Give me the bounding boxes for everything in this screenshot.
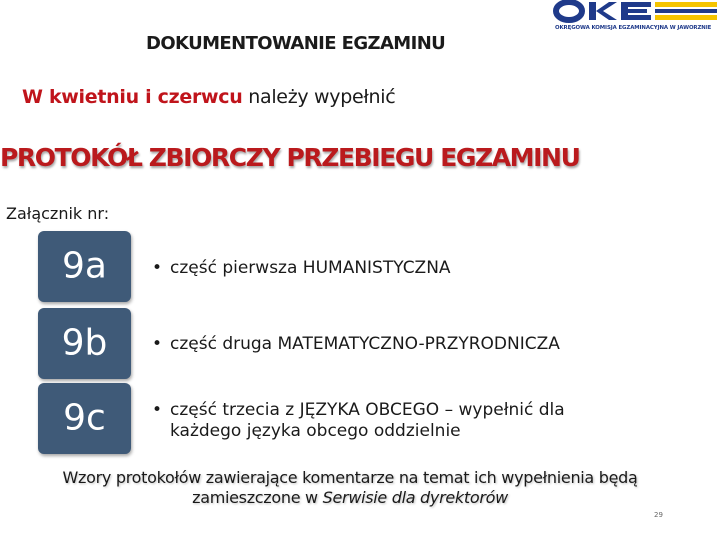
page-number: 29 xyxy=(654,511,663,519)
footer-note xyxy=(30,468,670,508)
footer-line-2-prefix: zamieszczone w xyxy=(192,488,323,507)
bullet-dot: • xyxy=(152,400,163,420)
page-header-title: DOKUMENTOWANIE EGZAMINU xyxy=(146,33,446,54)
attachment-code: 9c xyxy=(63,397,106,439)
attachment-label: Załącznik nr: xyxy=(6,204,110,223)
list-item-text: część pierwsza HUMANISTYCZNA xyxy=(170,258,451,278)
attachment-tile-9c xyxy=(38,383,131,454)
footer-line-1: Wzory protokołów zawierające komentarze na temat ich wypełnienia będą xyxy=(62,468,638,487)
attachment-code: 9b xyxy=(61,322,108,364)
intro-highlight: W kwietniu i czerwcu xyxy=(22,86,243,108)
bullet-dot: • xyxy=(152,334,163,354)
intro-text xyxy=(22,86,395,108)
list-item-text: część druga MATEMATYCZNO-PRZYRODNICZA xyxy=(170,334,560,354)
footer-line-2 xyxy=(30,488,670,508)
logo-caption: OKRĘGOWA KOMISJA EGZAMINACYJNA W JAWORZNIE xyxy=(555,25,712,31)
attachment-code: 9a xyxy=(62,245,107,287)
intro-rest: należy wypełnić xyxy=(248,86,396,108)
footer-line-2-italic: Serwisie dla dyrektorów xyxy=(322,488,508,507)
bullet-dot: • xyxy=(152,258,163,278)
main-heading: PROTOKÓŁ ZBIORCZY PRZEBIEGU EGZAMINU xyxy=(0,143,580,172)
attachment-tile-9b xyxy=(38,308,131,379)
list-item-text: część trzecia z JĘZYKA OBCEGO – wypełnić dla każdego języka obcego oddzielnie xyxy=(170,400,565,441)
attachment-tile-9a xyxy=(38,231,131,302)
